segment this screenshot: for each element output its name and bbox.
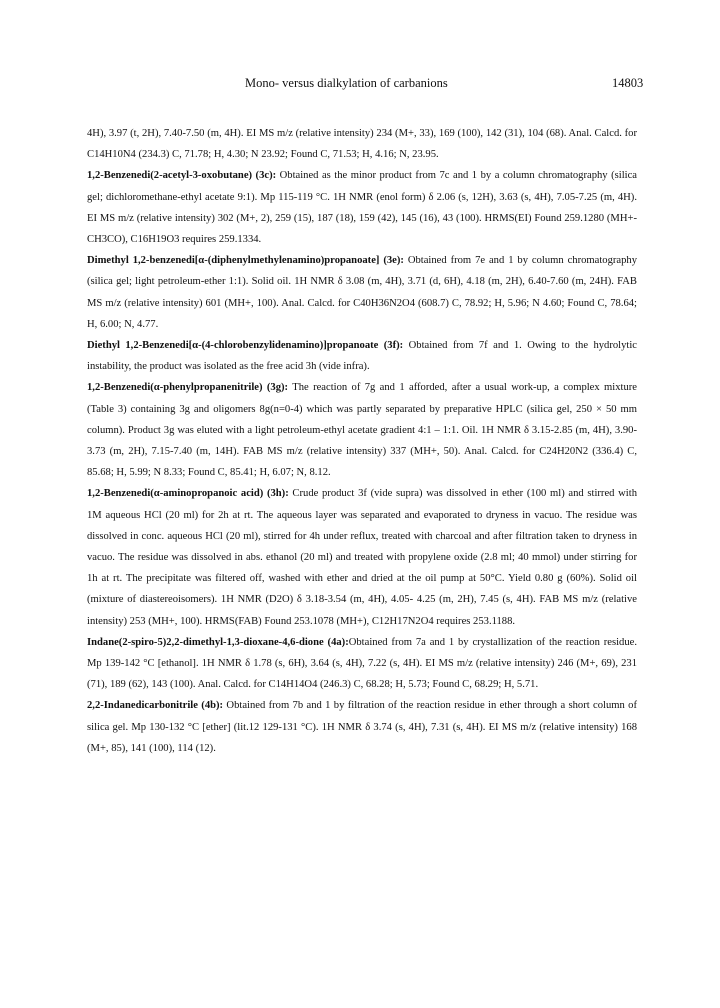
paragraph-text: Obtained from 7b and 1 by filtration of the reaction residue in ether through a short column of silica gel. Mp 130-132 °C [ether] (lit.12 129-131 °C). 1H NMR δ 3.74 (s, 4H), 7.31 (s, 4H). EI MS m/z (relative intensity) 168 (M+, 85), 141 (100), 114 (12).: [87, 700, 637, 754]
paragraph: [87, 695, 637, 759]
paragraph: [87, 377, 637, 483]
paragraph: [87, 165, 637, 250]
article-body: [87, 123, 637, 759]
paragraph-heading: 2,2-Indanedicarbonitrile (4b):: [87, 700, 224, 712]
paragraph: [87, 335, 637, 377]
paragraph-text: Crude product 3f (vide supra) was dissolved in ether (100 ml) and stirred with 1M aqueous HCl (20 ml) for 2h at rt. The aqueous layer was separated and evaporated to dryness in vacuo. The residue was dissolved in conc. aqueous HCl (20 ml), stirred for 4h under reflux, treated with charcoal and after filtration taken to dryness in vacuo. The residue was dissolved in abs. ethanol (20 ml) and treated with propylene oxide (2.8 ml; 40 mmol) under stirring for 1h at rt. The precipitate was filtered off, washed with ether and dried at the oil pump at 50°C. Yield 0.80 g (60%). Solid oil (mixture of diastereoisomers). 1H NMR (D2O) δ 3.18-3.54 (m, 4H), 4.05- 4.25 (m, 2H), 7.45 (s, 4H). FAB MS m/z (relative intensity) 253 (MH+, 100). HRMS(FAB) Found 253.1078 (MH+), C12H17N2O4 requires 253.1188.: [87, 488, 637, 627]
paragraph-heading: 1,2-Benzenedi(α-phenylpropanenitrile) (3g):: [87, 382, 289, 394]
paragraph-heading: Dimethyl 1,2-benzenedi[α-(diphenylmethylenamino)propanoate] (3e):: [87, 255, 404, 267]
paragraph-text: Obtained from 7a and 1 by crystallization of the reaction residue. Mp 139-142 °C [ethanol]. 1H NMR δ 1.78 (s, 6H), 3.64 (s, 4H), 7.22 (s, 4H). EI MS m/z (relative intensity) 246 (M+, 69), 231 (71), 189 (62), 143 (100). Anal. Calcd. for C14H14O4 (246.3) C, 68.28; H, 5.73; Found C, 68.29; H, 5.71.: [87, 636, 637, 691]
running-title: Mono- versus dialkylation of carbanions: [245, 76, 448, 90]
paragraph: [87, 632, 637, 696]
page-number: 14803: [612, 76, 644, 90]
paragraph-heading: Indane(2-spiro-5)2,2-dimethyl-1,3-dioxane-4,6-dione (4a):: [87, 636, 349, 648]
running-header: [0, 76, 720, 94]
paragraph-text: 4H), 3.97 (t, 2H), 7.40-7.50 (m, 4H). EI MS m/z (relative intensity) 234 (M+, 33), 169 (100), 142 (31), 104 (68). Anal. Calcd. for C14H10N4 (234.3) C, 71.78; H, 4.30; N 23.92; Found C, 71.53; H, 4.16; N, 23.95.: [87, 128, 637, 161]
paragraph: [87, 483, 637, 631]
paragraph-text: Obtained as the minor product from 7c and 1 by a column chromatography (silica gel; dichloromethane-ethyl acetate 9:1). Mp 115-119 °C. 1H NMR (enol form) δ 2.06 (s, 12H), 3.63 (s, 4H), 7.05-7.25 (m, 4H). EI MS m/z (relative intensity) 302 (M+, 2), 259 (15), 187 (18), 159 (42), 145 (16), 43 (100). HRMS(EI) Found 259.1280 (MH+-CH3CO), C16H19O3 requires 259.1334.: [87, 170, 637, 246]
paragraph: [87, 123, 637, 165]
paragraph-text: Obtained from 7e and 1 by column chromatography (silica gel; light petroleum-ether 1:1). Solid oil. 1H NMR δ 3.08 (m, 4H), 3.71 (d, 6H), 4.18 (m, 2H), 6.40-7.60 (m, 24H). FAB MS m/z (relative intensity) 601 (MH+, 100). Anal. Calcd. for C40H36N2O4 (608.7) C, 78.92; H, 5.96; N 4.60; Found C, 78.64; H, 6.00; N, 4.77.: [87, 255, 638, 330]
paragraph: [87, 250, 637, 335]
paragraph-text: Obtained from 7f and 1. Owing to the hydrolytic instability, the product was isolated as the free acid 3h (vide infra).: [87, 340, 638, 373]
paragraph-heading: 1,2-Benzenedi(α-aminopropanoic acid) (3h):: [87, 488, 289, 500]
paragraph-heading: Diethyl 1,2-Benzenedi[α-(4-chlorobenzylidenamino)]propanoate (3f):: [87, 340, 404, 352]
paragraph-text: The reaction of 7g and 1 afforded, after a usual work-up, a complex mixture (Table 3) containing 3g and oligomers 8g(n=0-4) which was partly separated by preparative HPLC (silica gel, 250 × 50 mm column). Product 3g was eluted with a light petroleum-ethyl acetate gradient 4:1 – 1:1. Oil. 1H NMR δ 3.15-2.85 (m, 4H), 3.90-3.73 (m, 2H), 7.15-7.40 (m, 14H). FAB MS m/z (relative intensity) 337 (MH+, 50). Anal. Calcd. for C24H20N2 (336.4) C, 85.68; H, 5.99; N 8.33; Found C, 85.41; H, 6.07; N, 8.12.: [87, 382, 637, 479]
paragraph-heading: 1,2-Benzenedi(2-acetyl-3-oxobutane) (3c):: [87, 170, 277, 182]
